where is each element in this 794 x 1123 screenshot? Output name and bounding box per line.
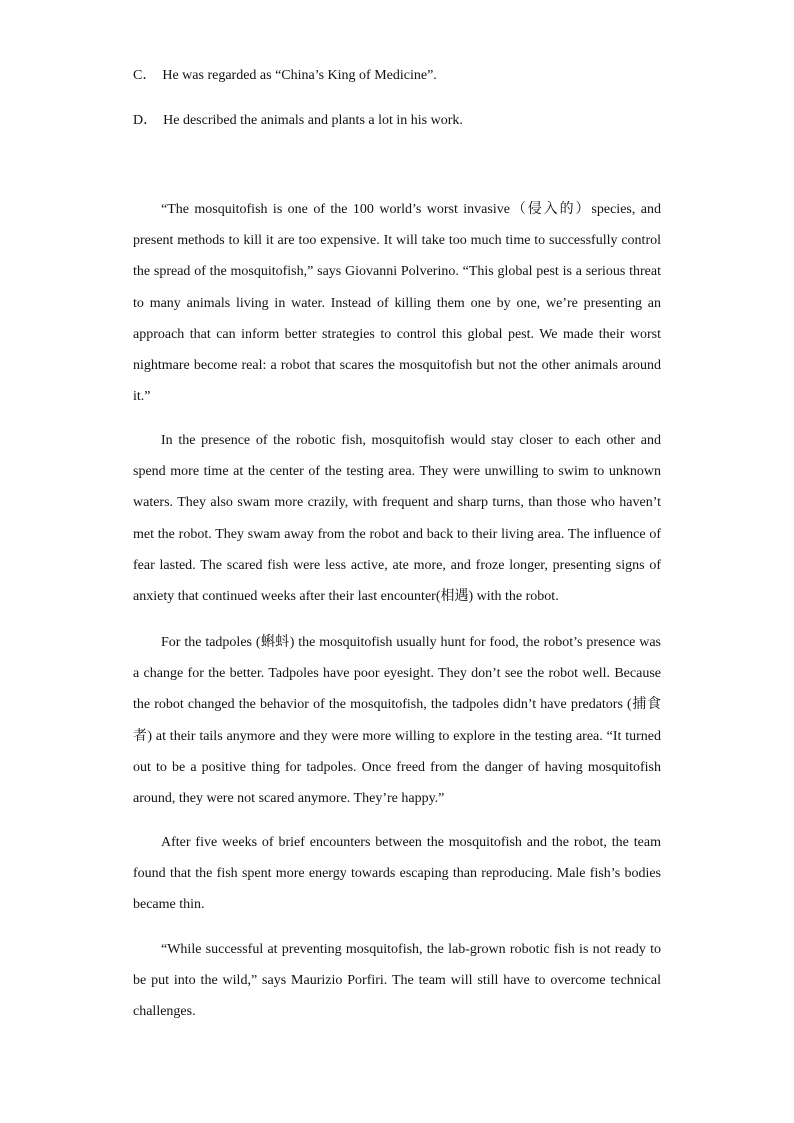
option-d-letter: D． bbox=[133, 113, 158, 128]
passage-paragraph: “While successful at preventing mosquitofish, the lab-grown robotic fish is not ready to be put into the wild,” says Maurizio Porfiri. The team will still have to overcome technical challenges. bbox=[133, 942, 661, 1020]
passage-paragraph-2-block bbox=[133, 425, 661, 626]
passage-paragraph: For the tadpoles (蝌蚪) the mosquitofish usually hunt for food, the robot’s presence was a change for the better. Tadpoles have poor eyesight. They don’t see the robot well. Because the robot changed the behavior of the mosquitofish, the tadpoles didn’t have predators (捕食者) at their tails anymore and they were more willing to explore in the testing area. “It turned out to be a positive thing for tadpoles. Once freed from the danger of having mosquitofish around, they were not scared anymore. They’re happy.” bbox=[133, 635, 661, 807]
option-c-letter: C． bbox=[133, 68, 157, 83]
option-c-text: He was regarded as “China’s King of Medicine”. bbox=[162, 68, 437, 83]
passage-paragraph-4-block bbox=[133, 827, 661, 935]
option-d bbox=[133, 111, 673, 131]
passage-paragraph: “The mosquitofish is one of the 100 world’s worst invasive（侵入的）species, and present methods to kill it are too expensive. It will take too much time to successfully control the spread of the mosquitofish,” says Giovanni Polverino. “This global pest is a serious threat to many animals living in water. Instead of killing them one by one, we’re presenting an approach that can inform better strategies to control this global pest. We made their worst nightmare become real: a robot that scares the mosquitofish but not the other animals around it.” bbox=[133, 202, 661, 405]
passage-paragraph-3-block bbox=[133, 627, 661, 828]
option-c bbox=[133, 66, 673, 86]
passage-paragraph-5-block bbox=[133, 934, 661, 1042]
option-d-text: He described the animals and plants a lot in his work. bbox=[163, 113, 463, 128]
passage-paragraph: In the presence of the robotic fish, mosquitofish would stay closer to each other and spend more time at the center of the testing area. They were unwilling to swim to unknown waters. They also swam more crazily, with frequent and sharp turns, than those who haven’t met the robot. They swam away from the robot and back to their living area. The influence of fear lasted. The scared fish were less active, ate more, and froze longer, presenting signs of anxiety that continued weeks after their last encounter(相遇) with the robot. bbox=[133, 433, 661, 605]
passage-paragraph-1-block bbox=[133, 194, 661, 426]
passage-paragraph: After five weeks of brief encounters between the mosquitofish and the robot, the team found that the fish spent more energy towards escaping than reproducing. Male fish’s bodies became thin. bbox=[133, 835, 661, 913]
